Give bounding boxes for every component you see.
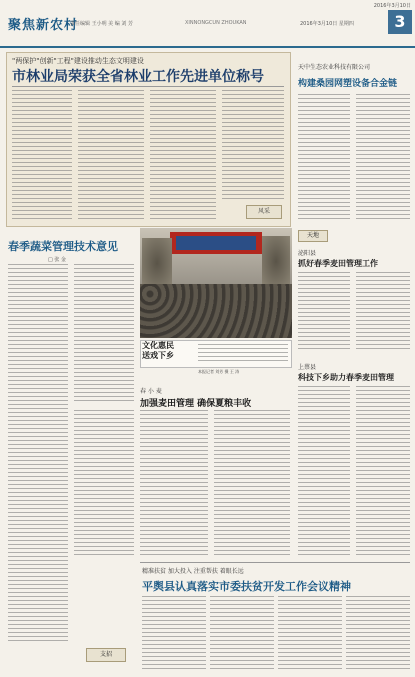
right-top-col-2 <box>356 94 410 222</box>
vegetable-col-1 <box>8 264 68 644</box>
biyang-headline: 抓好春季麦田管理工作 <box>298 259 378 268</box>
shangcai-col-2 <box>356 386 410 558</box>
section-title: 聚焦新农村 <box>8 18 79 33</box>
stage-tree-left <box>142 238 172 288</box>
source-tag: 风采 <box>246 205 282 219</box>
stage-tree-right <box>262 236 290 286</box>
bottom-col-3 <box>278 596 342 670</box>
top-story-col-2 <box>78 90 144 220</box>
vegetable-headline: 春季蔬菜管理技术意见 <box>8 240 118 253</box>
top-story-kicker: "两保护"创新"工程"建设推动生态文明建设 <box>12 57 144 65</box>
shangcai-headline: 科技下乡助力春季麦田管理 <box>298 373 394 382</box>
stage-screen <box>176 236 256 250</box>
bottom-rule <box>140 562 410 563</box>
footer-tag: 支招 <box>86 648 126 662</box>
photo-credit: 本报记者 刘芳 摄 王 涛 <box>198 369 240 374</box>
vegetable-col-3 <box>74 410 134 558</box>
top-story-headline: 市林业局荣获全省林业工作先进单位称号 <box>12 69 264 85</box>
top-story-rule <box>12 86 284 87</box>
page-number: 3 <box>388 10 412 34</box>
top-story-col-1 <box>12 90 72 220</box>
shangcai-col-1 <box>298 386 350 558</box>
right-top-col-1 <box>298 94 350 222</box>
vegetable-col-2 <box>74 264 134 404</box>
wheat-col-2 <box>214 410 290 558</box>
wheat-headline: 加强麦田管理 确保夏粮丰收 <box>140 399 252 409</box>
tiandi-icon: 天地 <box>298 230 328 242</box>
wheat-kicker: 春 小 麦 <box>140 388 162 395</box>
vegetable-byline: □ 张 金 <box>48 257 66 263</box>
main-photo <box>140 228 292 338</box>
wheat-col-1 <box>140 410 208 558</box>
crowd <box>140 284 292 338</box>
biyang-kicker: 泌阳县 <box>298 250 317 257</box>
shangcai-kicker: 上蔡县 <box>298 364 317 371</box>
top-story-col-4 <box>222 90 284 200</box>
top-story-col-3 <box>150 90 216 220</box>
photo-caption-text <box>198 344 288 364</box>
editor-credit: 责任编辑 王小明 美 编 刘 芳 <box>70 21 133 27</box>
masthead-date-line: 2016年3月10日 <box>373 3 411 9</box>
bottom-headline: 平舆县认真落实市委扶贫开发工作会议精神 <box>142 580 351 593</box>
biyang-col-2 <box>356 272 410 352</box>
bottom-col-4 <box>346 596 410 670</box>
right-top-kicker: 天中生态农业科技有限公司 <box>298 64 371 71</box>
right-top-headline: 构建桑园网塑设备合金链 <box>298 79 398 89</box>
photo-caption-title: 文化惠民 送戏下乡 <box>142 341 174 360</box>
bottom-col-2 <box>210 596 274 670</box>
issue-date: 2016年3月10日 星期四 <box>300 21 354 27</box>
biyang-col-1 <box>298 272 350 352</box>
bottom-col-1 <box>142 596 206 670</box>
pinyin-title: XINNONGCUN ZHOUKAN <box>185 20 247 26</box>
bottom-kicker: 精准扶贫 加大投入 注重帮扶 着眼长远 <box>142 568 244 575</box>
